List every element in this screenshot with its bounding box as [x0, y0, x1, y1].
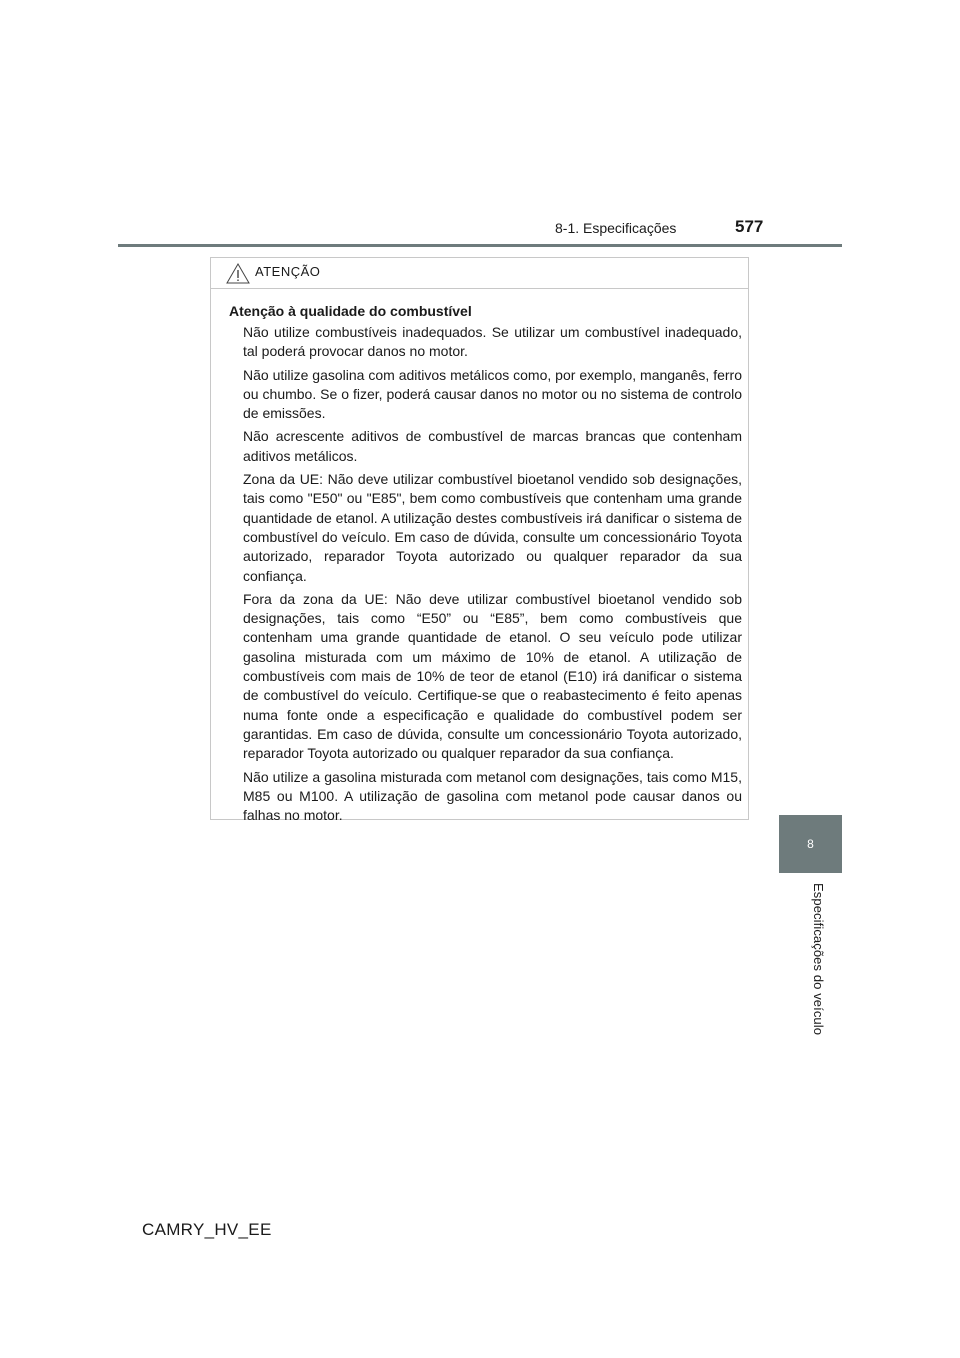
warning-body [211, 289, 748, 825]
page-number: 577 [735, 217, 764, 236]
header-divider [118, 244, 842, 247]
warning-paragraph: Não utilize a gasolina misturada com metanol com designações, tais como M15, M85 ou M100. A utilização de gasolina com metanol pode causar danos ou falhas no motor. [243, 768, 742, 824]
warning-title: ATENÇÃO [255, 264, 321, 279]
warning-header [211, 258, 748, 289]
warning-paragraph: Não acrescente aditivos de combustível de marcas brancas que contenham aditivos metálicos. [243, 428, 742, 464]
document-code: CAMRY_HV_EE [142, 1220, 272, 1239]
warning-paragraph: Fora da zona da UE: Não deve utilizar combustível bioetanol vendido sob designações, tais como “E50” ou “E85”, bem como combustíveis que contenham uma grande quantidade de etanol. O seu veículo pode utilizar gasolina misturada com um máximo de 10% de etanol. A utilização de combustíveis com mais de 10% de teor de etanol (E10) irá danificar o sistema de combustível do veículo. Certifique-se que o reabastecimento é feito apenas numa fonte onde a especificação e qualidade do combustível podem ser garantidas. Em caso de dúvida, consulte um concessionário Toyota autorizado, reparador Toyota autorizado ou qualquer reparador da sua confiança. [243, 590, 742, 762]
chapter-number: 8 [807, 837, 814, 851]
warning-box [210, 257, 749, 824]
warning-paragraph: Não utilize gasolina com aditivos metálicos como, por exemplo, manganês, ferro ou chumbo. Se o fizer, poderá causar danos no motor ou no sistema de controlo de emissões. [243, 366, 742, 422]
warning-heading: Atenção à qualidade do combustível [229, 303, 472, 319]
warning-paragraph: Zona da UE: Não deve utilizar combustível bioetanol vendido sob designações, tais como "E50" ou "E85", bem como combustíveis que contenham uma grande quantidade de etanol. A utilização destes combustíveis irá danificar o sistema de combustível do veículo. Em caso de dúvida, consulte um concessionário Toyota autorizado, reparador Toyota autorizado ou qualquer reparador da sua confiança. [243, 471, 742, 584]
warning-paragraph: Não utilize combustíveis inadequados. Se utilizar um combustível inadequado, tal poderá provocar danos no motor. [243, 324, 742, 360]
chapter-tab [779, 815, 842, 873]
chapter-title: Especificações do veículo [811, 883, 826, 1036]
section-title: 8-1. Especificações [555, 220, 677, 236]
warning-triangle-icon [226, 263, 250, 289]
